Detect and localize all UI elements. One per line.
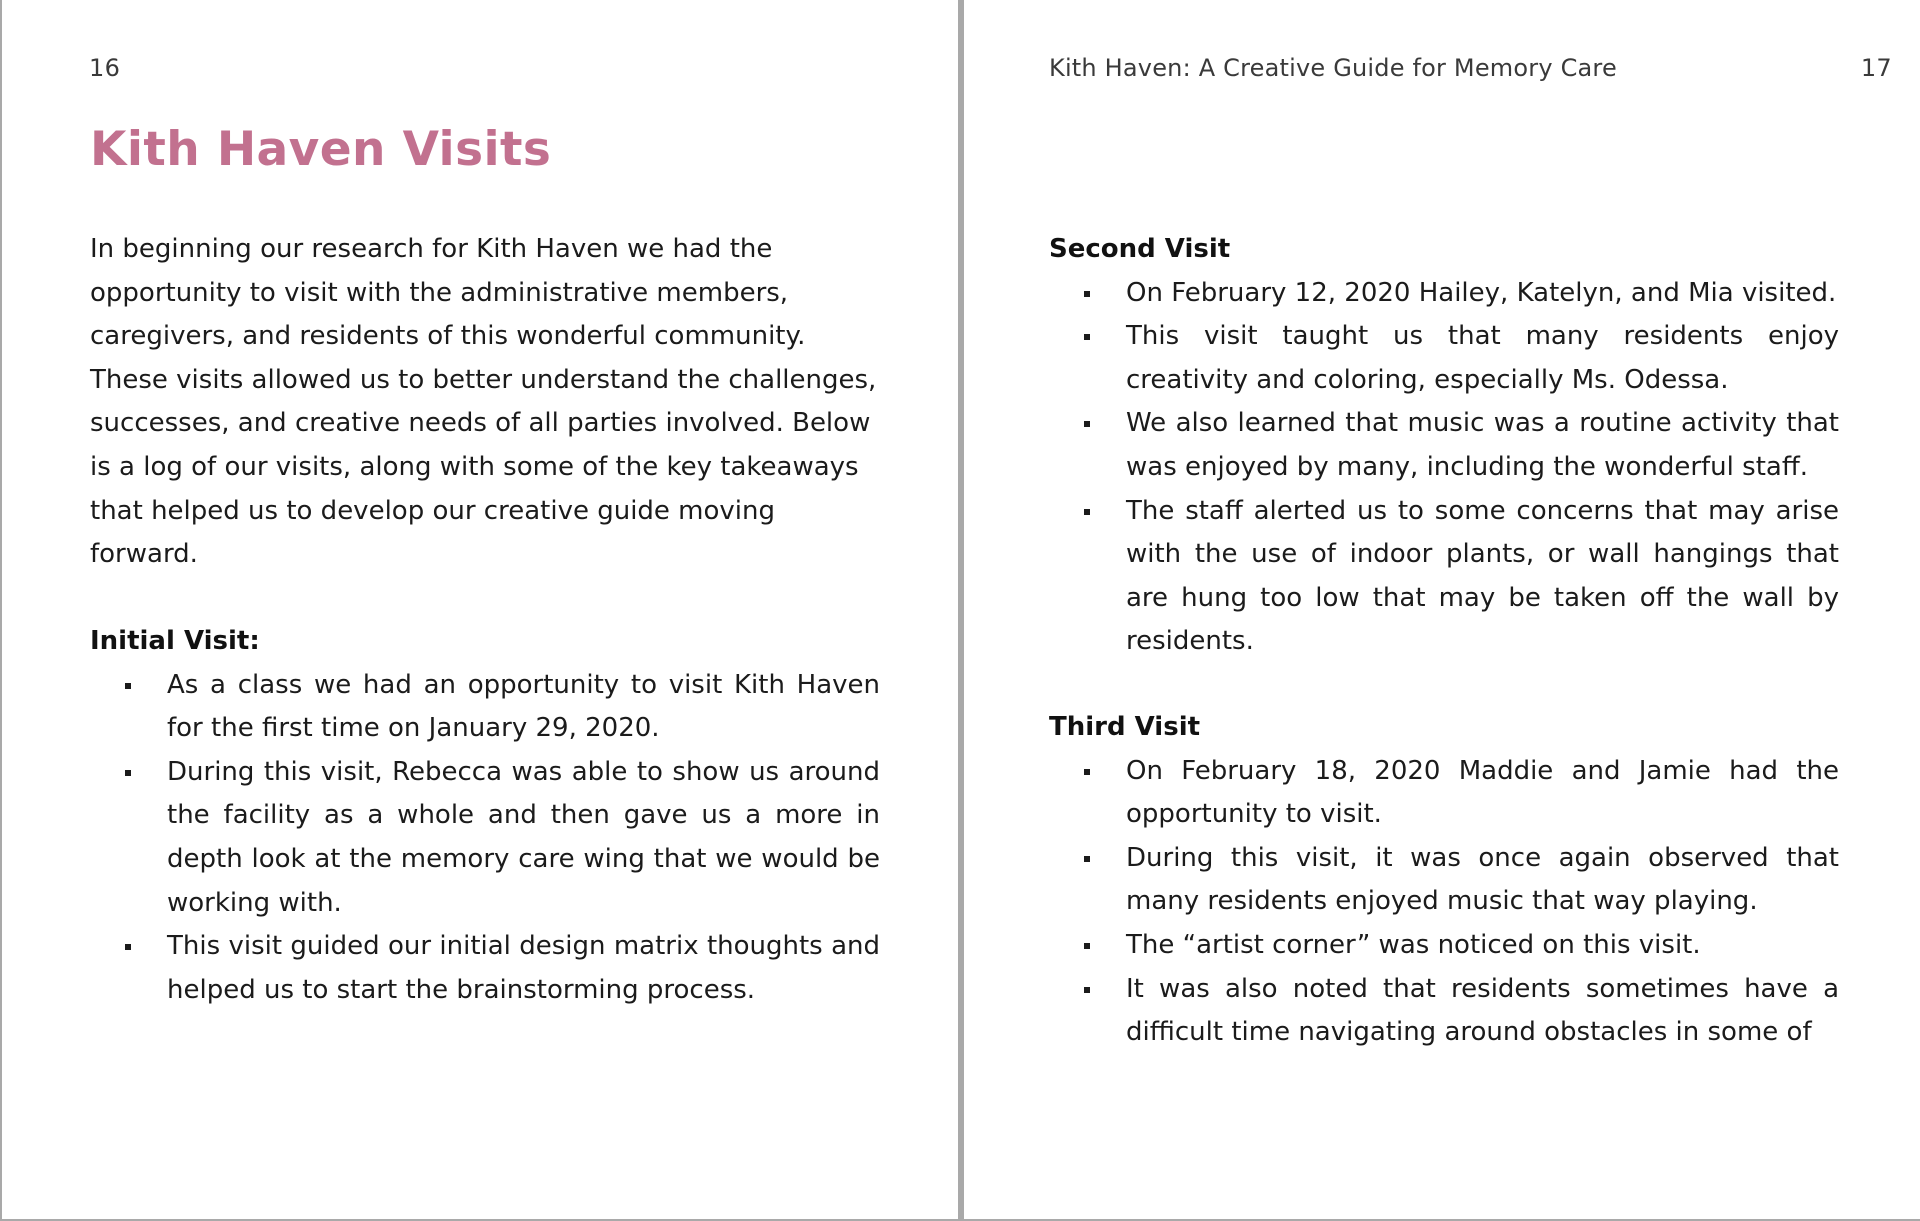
list-item (1049, 750, 1839, 837)
list-item-text: We also learned that music was a routine activity that was enjoyed by many, including the wonderful staff. (1126, 408, 1839, 482)
list-item (1049, 315, 1839, 402)
list-item (1049, 490, 1839, 664)
list-item (90, 925, 880, 1012)
bullet-marker (1084, 421, 1090, 427)
list-item (1049, 272, 1839, 316)
initial-visit-section (90, 620, 880, 1012)
page-number-right: 17 (1860, 54, 1892, 82)
bullet-marker (125, 944, 131, 950)
left-page (2, 0, 958, 1219)
bullet-marker (1084, 769, 1090, 775)
third-visit-heading: Third Visit (1049, 712, 1201, 742)
list-item (90, 664, 880, 751)
section-title: Kith Haven Visits (90, 122, 552, 177)
list-item (1049, 968, 1839, 1055)
list-item (1049, 837, 1839, 924)
list-item-text: This visit taught us that many residents enjoy creativity and coloring, especially Ms. Odessa. (1126, 321, 1839, 395)
list-item (1049, 402, 1839, 489)
third-visit-section (1049, 706, 1839, 1055)
list-item-text: As a class we had an opportunity to visit Kith Haven for the first time on January 29, 2020. (167, 669, 880, 744)
list-item-text: This visit guided our initial design matrix thoughts and helped us to start the brainstorming process. (167, 931, 880, 1005)
second-visit-heading: Second Visit (1049, 234, 1231, 264)
list-item (1049, 924, 1839, 968)
bullet-marker (125, 683, 131, 689)
list-item-text: It was also noted that residents sometimes have a difficult time navigating around obstacles in some of (1126, 973, 1839, 1048)
bullet-marker (1084, 943, 1090, 949)
second-visit-section (1049, 228, 1839, 664)
initial-visit-list (90, 664, 880, 1013)
list-item-text: On February 18, 2020 Maddie and Jamie had the opportunity to visit. (1126, 755, 1839, 830)
list-item-text: During this visit, it was once again observed that many residents enjoyed music that way playing. (1126, 842, 1839, 917)
right-page (964, 0, 1920, 1219)
bullet-marker (1084, 987, 1090, 993)
intro-paragraph: In beginning our research for Kith Haven we had the opportunity to visit with the administrative members, caregivers, and residents of this wonderful community. These visits allowed us to better understand the challenges, successes, and creative needs of all parties involved. Below is a log of our visits, along with some of the key takeaways that helped us to develop our creative guide moving forward. (90, 234, 877, 570)
list-item-text: The staff alerted us to some concerns that may arise with the use of indoor plants, or wall hangings that are hung too low that may be taken off the wall by residents. (1126, 495, 1839, 657)
initial-visit-heading: Initial Visit: (90, 626, 260, 656)
second-visit-list (1049, 272, 1839, 664)
page-number-left: 16 (89, 54, 121, 82)
list-item (90, 751, 880, 925)
bullet-marker (1084, 291, 1090, 297)
third-visit-list (1049, 750, 1839, 1055)
list-item-text: During this visit, Rebecca was able to show us around the facility as a whole and then gave us a more in depth look at the memory care wing that we would be working with. (167, 756, 880, 918)
bullet-marker (1084, 334, 1090, 340)
list-item-text: On February 12, 2020 Hailey, Katelyn, and Mia visited. (1126, 277, 1837, 308)
bullet-marker (1084, 509, 1090, 515)
bullet-marker (125, 770, 131, 776)
bullet-marker (1084, 856, 1090, 862)
list-item-text: The “artist corner” was noticed on this visit. (1126, 929, 1701, 960)
running-header: Kith Haven: A Creative Guide for Memory Care (1049, 54, 1617, 82)
